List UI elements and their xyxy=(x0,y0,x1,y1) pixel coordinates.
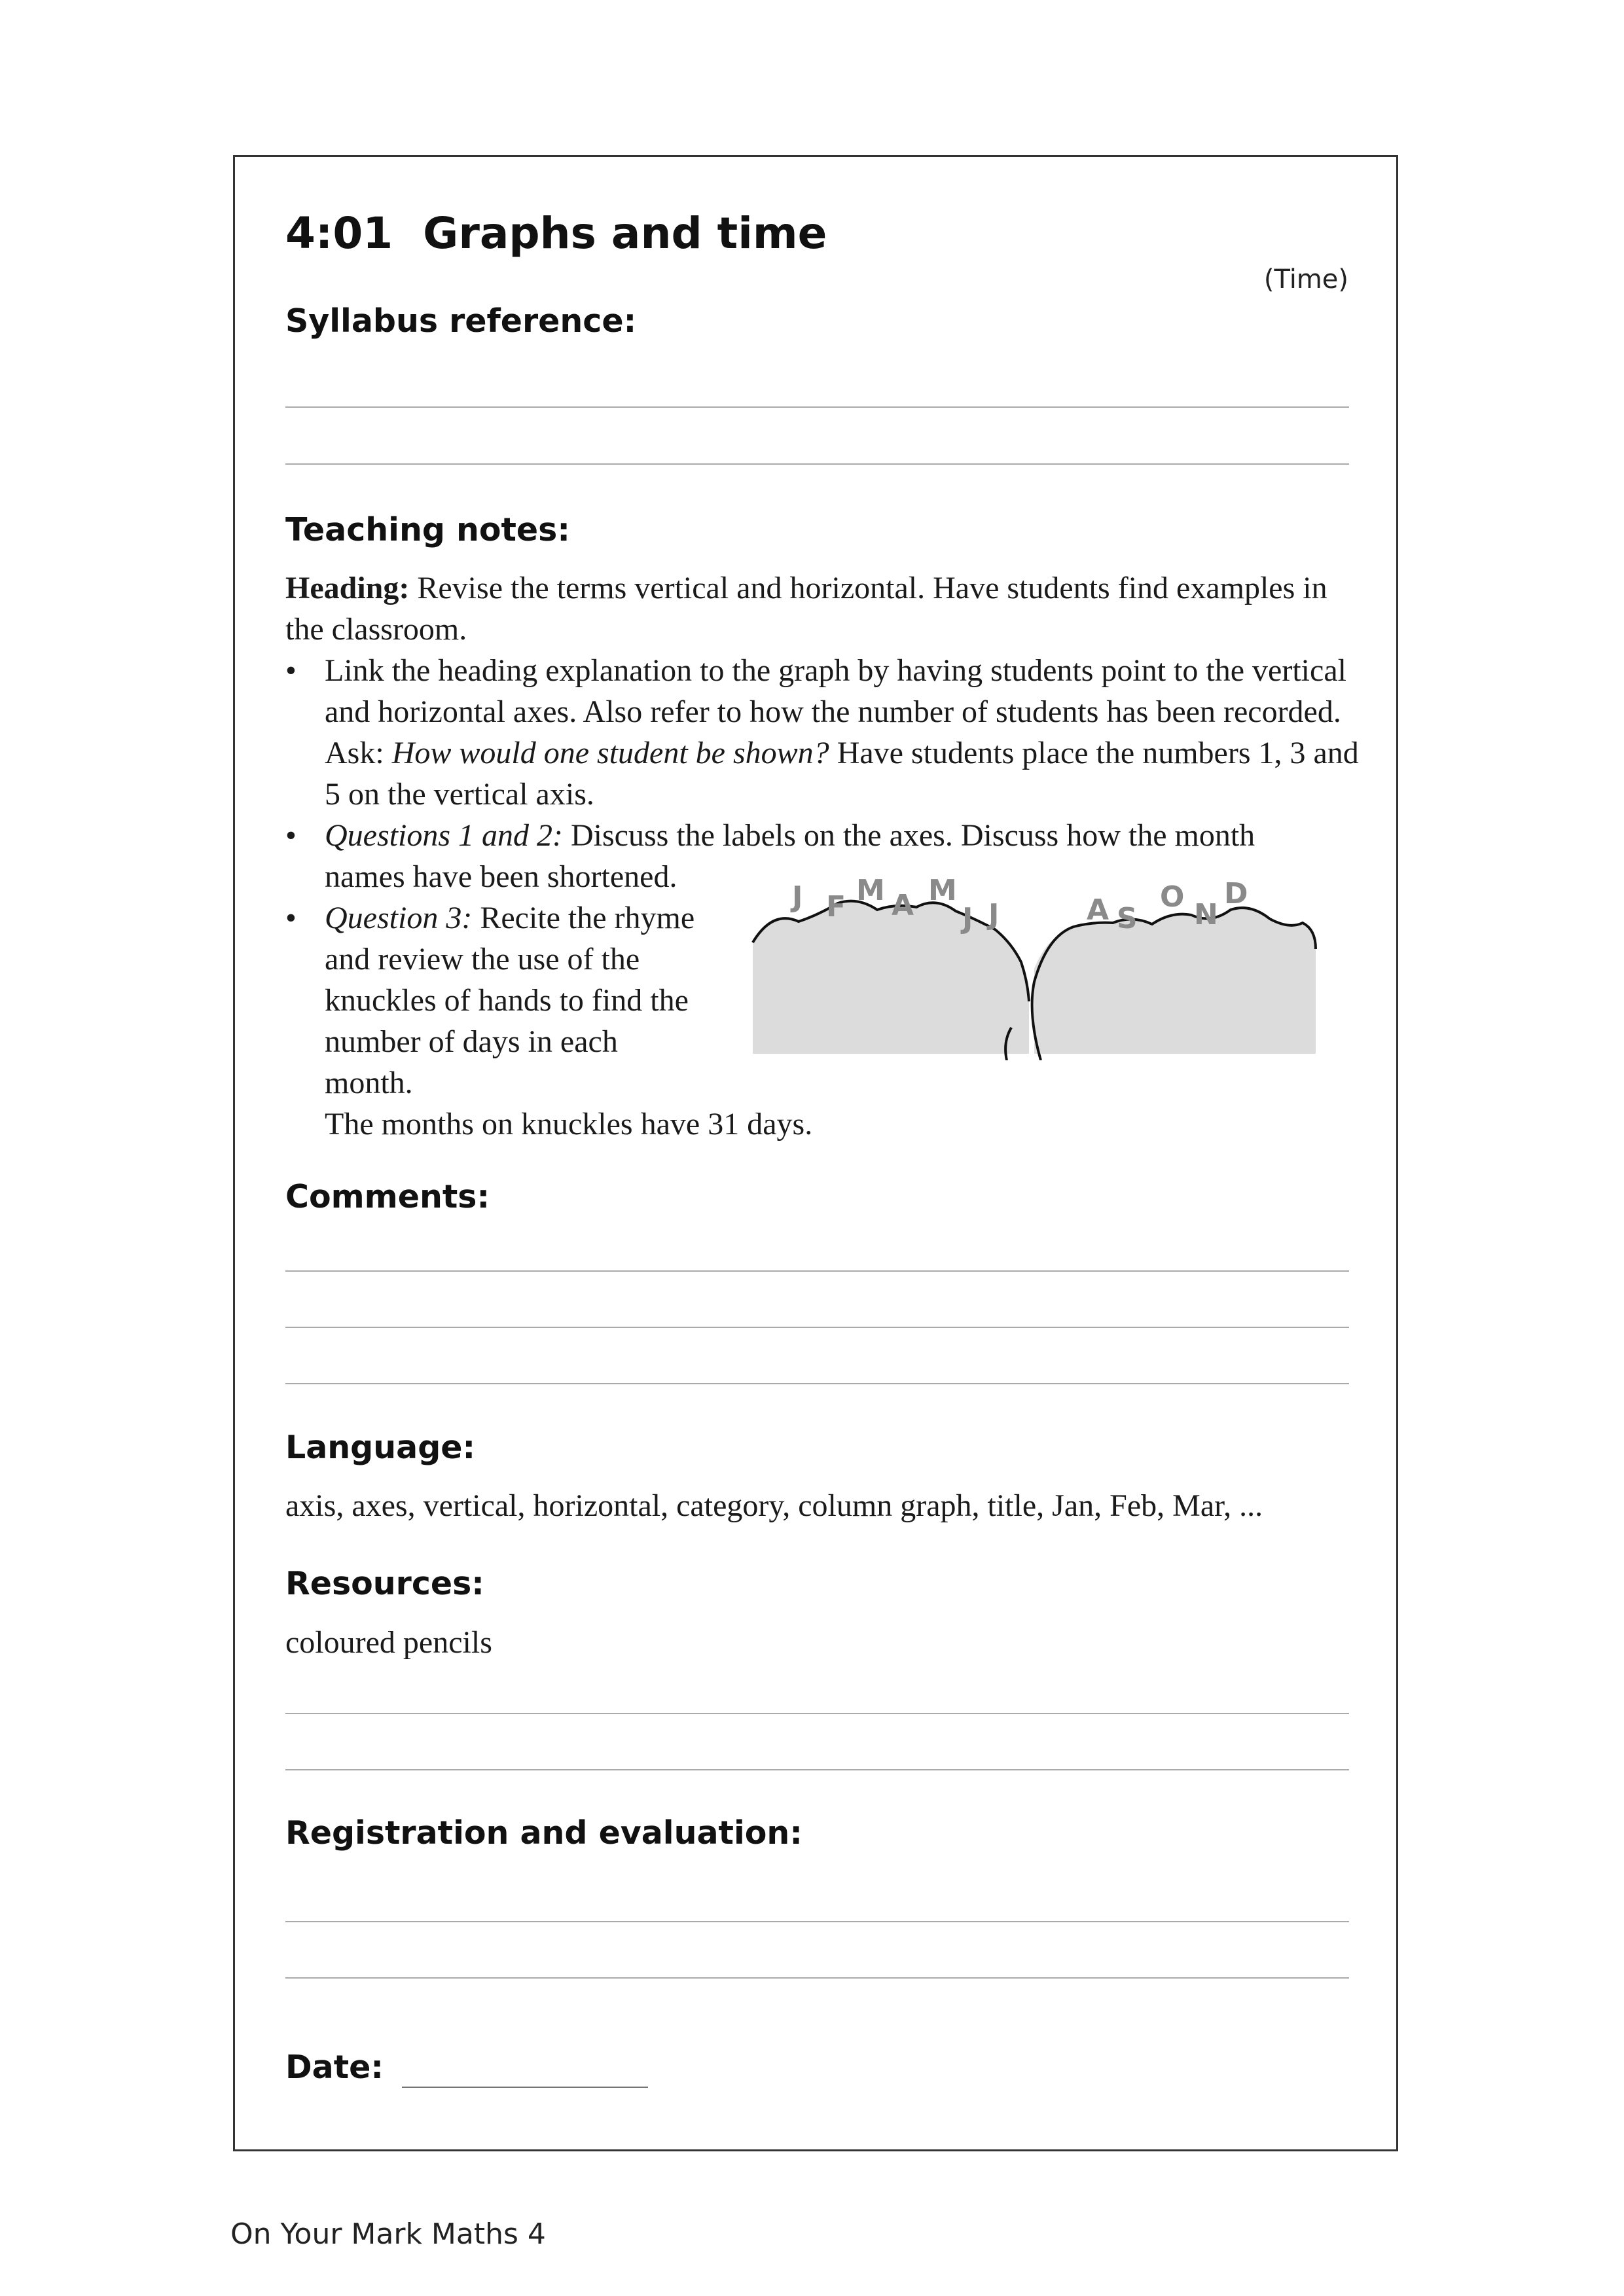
heading-note xyxy=(285,567,1365,650)
month-letter-11: N xyxy=(1194,898,1218,931)
resources-heading: Resources: xyxy=(285,1565,484,1602)
knuckles-note: The months on knuckles have 31 days. xyxy=(325,1107,813,1141)
bullet-3 xyxy=(285,897,704,1103)
comments-line-1 xyxy=(285,1270,1349,1272)
bullet-2-label: Questions 1 and 2: xyxy=(325,818,563,853)
comments-line-2 xyxy=(285,1327,1349,1328)
section-number: 4:01 xyxy=(285,208,393,259)
syllabus-line-2 xyxy=(285,463,1349,465)
language-heading: Language: xyxy=(285,1429,476,1466)
title-text: Graphs and time xyxy=(423,208,827,259)
language-text: axis, axes, vertical, horizontal, category, column graph, title, Jan, Feb, Mar, ... xyxy=(285,1488,1263,1523)
month-letter-2: F xyxy=(826,890,846,924)
registration-heading: Registration and evaluation: xyxy=(285,1814,803,1852)
heading-note-text: Revise the terms vertical and horizontal. Have students find examples in the classroom. xyxy=(285,571,1327,647)
syllabus-line-1 xyxy=(285,406,1349,408)
bullet-1 xyxy=(285,650,1372,815)
page-frame xyxy=(233,155,1398,2151)
bullet-1-text: Link the heading explanation to the graph by having students point to the vertical and horizontal axes. Also refer to how the number of students has been recorded. Ask: xyxy=(325,653,1346,770)
month-letter-5: M xyxy=(928,874,957,907)
bullet-3-label: Question 3: xyxy=(325,901,473,935)
topic-label: (Time) xyxy=(1263,264,1348,295)
month-letter-6: J xyxy=(962,902,973,935)
right-hand xyxy=(1034,908,1316,1054)
bullet-1-end: Have students place the numbers 1, 3 and 5 on the vertical axis. xyxy=(325,736,1359,812)
month-letter-1: J xyxy=(792,880,803,914)
month-letter-10: O xyxy=(1160,880,1185,914)
month-letter-8: A xyxy=(1087,893,1110,927)
bullet-2-text: Discuss the labels on the axes. Discuss how the month names have been shortened. xyxy=(325,818,1255,894)
month-letter-12: D xyxy=(1224,877,1248,910)
registration-line-2 xyxy=(285,1977,1349,1979)
bullet-dot: • xyxy=(285,901,297,935)
comments-heading: Comments: xyxy=(285,1178,490,1215)
month-letter-3: M xyxy=(856,874,885,907)
month-letter-7: J xyxy=(988,898,1000,931)
bullet-dot: • xyxy=(285,653,297,688)
bullet-dot: • xyxy=(285,818,297,853)
bullet-1-question: How would one student be shown? xyxy=(391,736,829,770)
date-field-line[interactable] xyxy=(402,2087,648,2088)
knuckles-illustration xyxy=(746,864,1322,1060)
resources-line-1 xyxy=(285,1713,1349,1714)
bullet-3-text: Recite the rhyme and review the use of the knuckles of hands to find the number of days in each month. xyxy=(325,901,695,1100)
heading-label: Heading: xyxy=(285,571,410,605)
resources-line-2 xyxy=(285,1769,1349,1770)
date-heading: Date: xyxy=(285,2049,384,2086)
month-letter-9: S xyxy=(1117,902,1138,935)
comments-line-3 xyxy=(285,1383,1349,1384)
month-letter-4: A xyxy=(892,889,914,922)
syllabus-heading: Syllabus reference: xyxy=(285,302,637,340)
teaching-notes-heading: Teaching notes: xyxy=(285,511,570,548)
page-title xyxy=(285,208,827,259)
registration-line-1 xyxy=(285,1921,1349,1922)
resources-text: coloured pencils xyxy=(285,1625,492,1660)
left-hand xyxy=(753,901,1029,1054)
footer-text: On Your Mark Maths 4 xyxy=(230,2217,546,2251)
